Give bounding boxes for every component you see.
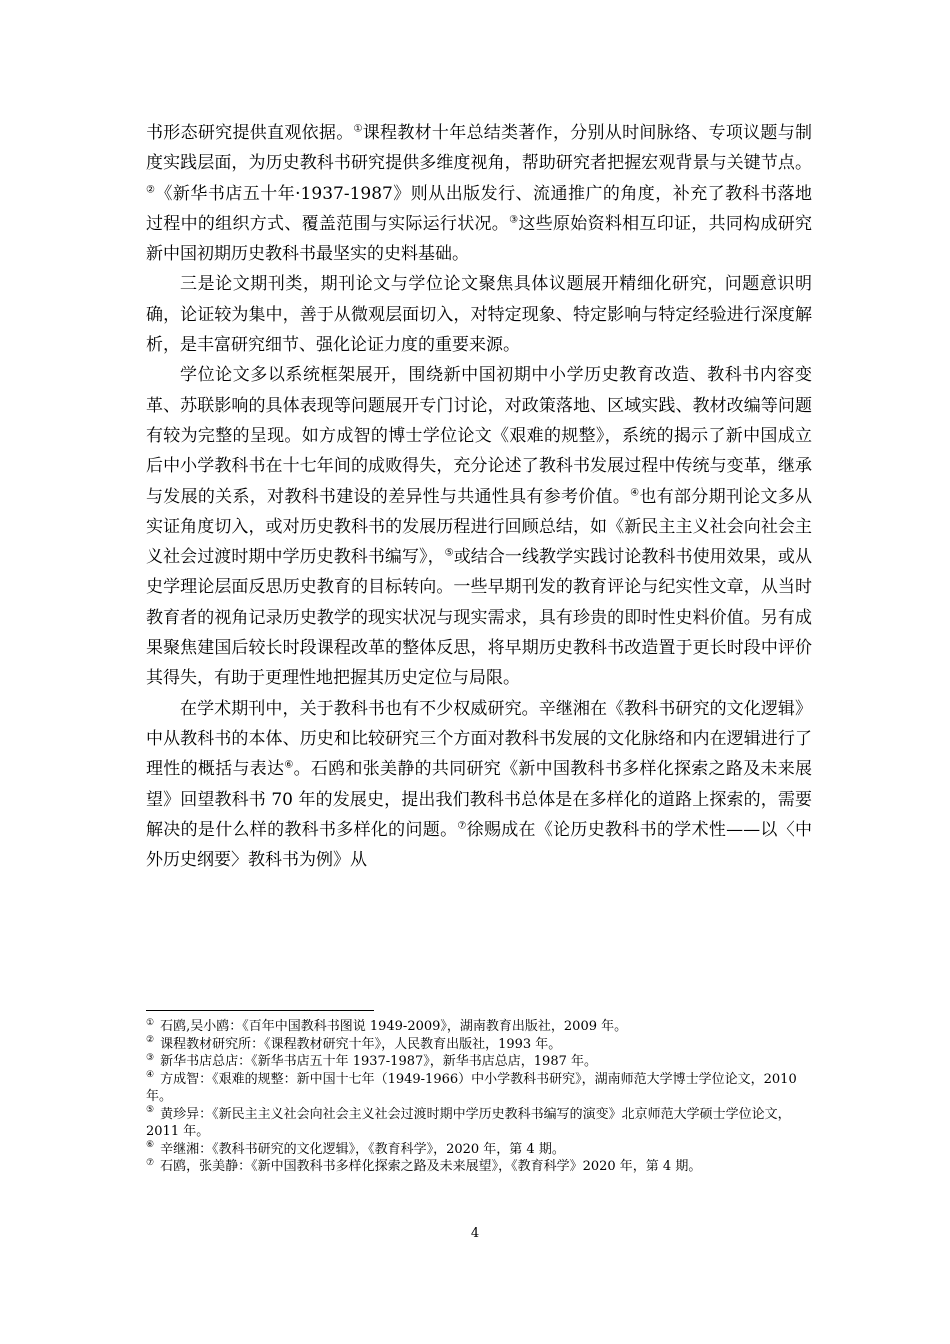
paragraph-1	[146, 118, 812, 269]
footnote-4-text: 方成智：《艰难的规整：新中国十七年（1949-1966）中小学教科书研究》，湖南师范大学博士学位论文，2010 年。	[146, 1071, 797, 1104]
footnote-6	[146, 1141, 812, 1159]
footnote-2-text: 课程教材研究所：《课程教材研究十年》，人民教育出版社，1993 年。	[160, 1036, 562, 1052]
paragraph-1-text-a: 书形态研究提供直观依据。	[146, 123, 354, 143]
footnote-ref-2: ②	[146, 183, 156, 195]
footnote-7	[146, 1158, 812, 1176]
footnote-3-text: 新华书店总店：《新华书店五十年 1937-1987》，新华书店总店，1987 年。	[160, 1054, 597, 1069]
footnote-ref-4: ④	[630, 486, 640, 498]
footnote-1-number: ①	[146, 1017, 155, 1028]
paragraph-4-text-b: 。石鸥和张美静的共同研究《新中国教科书多样化探索之路及未来展望》回望教科书 70 年的发展史，提出我们教科书总体是在多样化的道路上探索的，需要解决的是什么样的教科书多样化的问题。	[146, 759, 813, 840]
footnote-ref-3: ③	[509, 214, 519, 226]
footnote-4	[146, 1071, 812, 1106]
page-number: 4	[470, 1226, 480, 1241]
footnote-7-text: 石鸥，张美静：《新中国教科书多样化探索之路及未来展望》，《教育科学》2020 年，第 4 期。	[160, 1159, 702, 1174]
paragraph-3-text-a: 学位论文多以系统框架展开，围绕新中国初期中小学历史教育改造、教科书内容变革、苏联影响的具体表现等问题展开专门讨论，对政策落地、区域实践、教材改编等问题有较为完整的呈现。如方成智的博士学位论文《艰难的规整》，系统的揭示了新中国成立后中小学教科书在十七年间的成败得失，充分论述了教科书发展过程中传统与变革，继承与发展的关系，对教科书建设的差异性与共通性具有参考价值。	[146, 365, 812, 507]
paragraph-1-text-c: 《新华书店五十年·1937-1987》则从出版发行、流通推广的角度，补充了教科书落地过程中的组织方式、覆盖范围与实际运行状况。	[146, 183, 812, 234]
footnote-2-number: ②	[146, 1035, 155, 1046]
paragraph-1-text-d: 这些原始资料相互印证，共同构成研究新中国初期历史教科书最坚实的史料基础。	[146, 213, 813, 265]
paragraph-2: 三是论文期刊类，期刊论文与学位论文聚焦具体议题展开精细化研究，问题意识明确，论证较为集中，善于从微观层面切入，对特定现象、特定影响与特定经验进行深度解析，是丰富研究细节、强化论证力度的重要来源。	[146, 274, 812, 356]
footnote-separator	[146, 1010, 374, 1011]
footnote-ref-7: ⑦	[457, 820, 467, 832]
footnote-5-text: 黄珍异：《新民主主义社会向社会主义社会过渡时期中学历史教科书编写的演变》北京师范大学硕士学位论文，2011 年。	[146, 1106, 791, 1139]
footnote-3	[146, 1053, 812, 1071]
footnote-ref-5: ⑤	[444, 547, 454, 559]
footnotes	[146, 1018, 812, 1176]
paragraph-4-text-a: 在学术期刊中，关于教科书也有不少权威研究。辛继湘在《教科书研究的文化逻辑》中从教科书的本体、历史和比较研究三个方面对教科书发展的文化脉络和内在逻辑进行了理性的概括与表达	[146, 698, 812, 780]
paragraph-3-text-b: 也有部分期刊论文多从实证角度切入，或对历史教科书的发展历程进行回顾总结，如《新民主主义社会向社会主义社会过渡时期中学历史教科书编写》，	[146, 486, 813, 568]
paragraph-1-text-b: 课程教材十年总结类著作，分别从时间脉络、专项议题与制度实践层面，为历史教科书研究提供多维度视角，帮助研究者把握宏观背景与关键节点。	[146, 123, 813, 174]
footnote-5	[146, 1106, 812, 1141]
footnote-ref-6: ⑥	[284, 759, 294, 771]
paragraph-3	[146, 360, 812, 693]
footnote-3-number: ③	[146, 1052, 155, 1063]
footnote-7-number: ⑦	[146, 1157, 155, 1168]
footnote-5-number: ⑤	[146, 1105, 155, 1116]
paragraph-3-text-c: 或结合一线教学实践讨论教科书使用效果，或从史学理论层面反思历史教育的目标转向。一些早期刊发的教育评论与纪实性文章，从当时教育者的视角记录历史教学的现实状况与现实需求，具有珍贵的即时性史料价值。另有成果聚焦建国后较长时段课程改革的整体反思，将早期历史教科书改造置于更长时段中评价其得失，有助于更理性地把握其历史定位与局限。	[146, 547, 813, 689]
body-text	[146, 118, 812, 875]
footnote-6-text: 辛继湘：《教科书研究的文化逻辑》，《教育科学》，2020 年，第 4 期。	[160, 1141, 565, 1157]
paragraph-4-text-c: 徐赐成在《论历史教科书的学术性——以〈中外历史纲要〉教科书为例》从	[146, 819, 813, 871]
footnote-2	[146, 1036, 812, 1054]
footnote-6-number: ⑥	[146, 1140, 155, 1151]
footnote-ref-1: ①	[353, 123, 363, 135]
paragraph-4	[146, 694, 812, 876]
footnote-1	[146, 1018, 812, 1036]
footnote-4-number: ④	[146, 1070, 155, 1081]
footnote-1-text: 石鸥,吴小鸥：《百年中国教科书图说 1949-2009》，湖南教育出版社，2009 年。	[160, 1019, 628, 1034]
